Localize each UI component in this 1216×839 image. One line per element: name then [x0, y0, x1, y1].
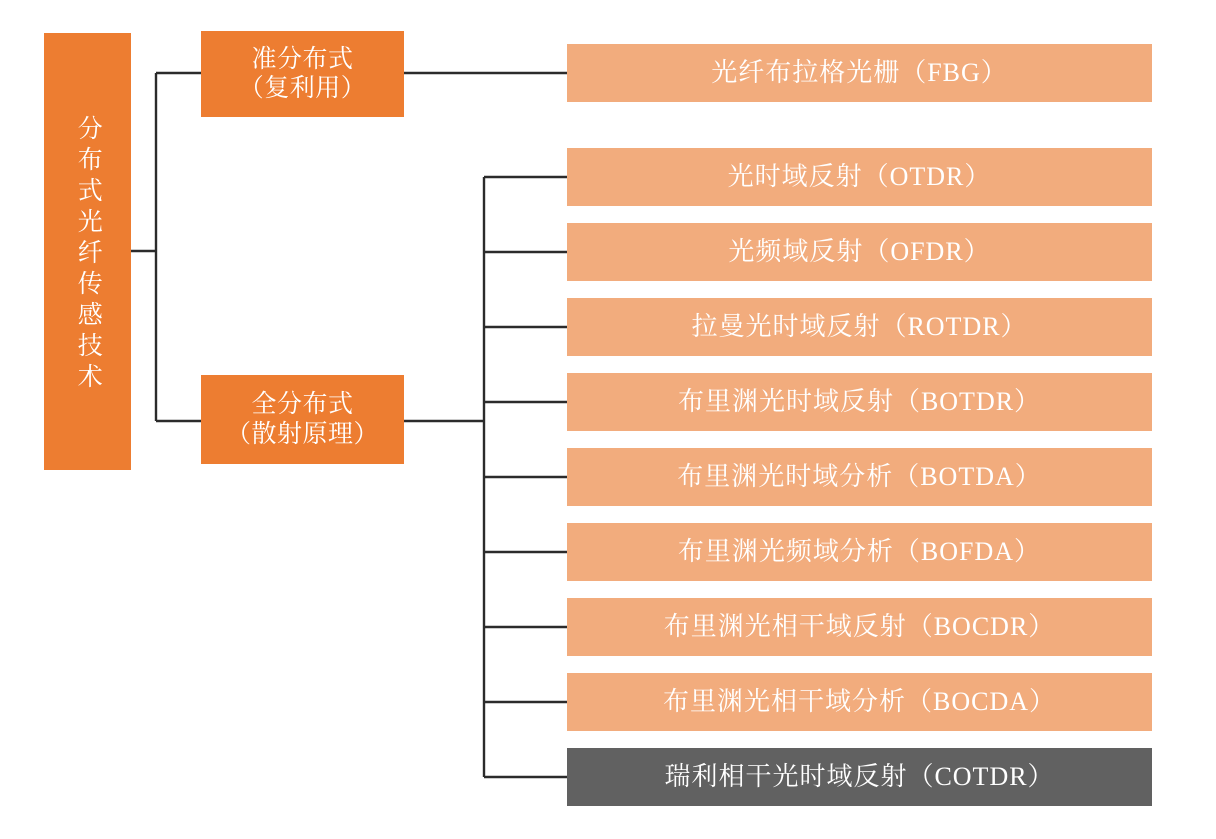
branch-node-fully-distributed[interactable]: 全分布式 （散射原理）: [201, 375, 404, 464]
leaf-node-bocdr[interactable]: 布里渊光相干域反射（BOCDR）: [567, 598, 1152, 656]
leaf-node-botda[interactable]: 布里渊光时域分析（BOTDA）: [567, 448, 1152, 506]
leaf-node-rotdr[interactable]: 拉曼光时域反射（ROTDR）: [567, 298, 1152, 356]
leaf-node-ofdr[interactable]: 光频域反射（OFDR）: [567, 223, 1152, 281]
leaf-node-otdr[interactable]: 光时域反射（OTDR）: [567, 148, 1152, 206]
root-node[interactable]: 分布式光纤传感技术: [44, 33, 131, 470]
leaf-node-bofda[interactable]: 布里渊光频域分析（BOFDA）: [567, 523, 1152, 581]
branch-node-quasi-distributed[interactable]: 准分布式 （复利用）: [201, 31, 404, 117]
leaf-node-fbg[interactable]: 光纤布拉格光栅（FBG）: [567, 44, 1152, 102]
leaf-node-cotdr[interactable]: 瑞利相干光时域反射（COTDR）: [567, 748, 1152, 806]
leaf-node-botdr[interactable]: 布里渊光时域反射（BOTDR）: [567, 373, 1152, 431]
leaf-node-bocda[interactable]: 布里渊光相干域分析（BOCDA）: [567, 673, 1152, 731]
